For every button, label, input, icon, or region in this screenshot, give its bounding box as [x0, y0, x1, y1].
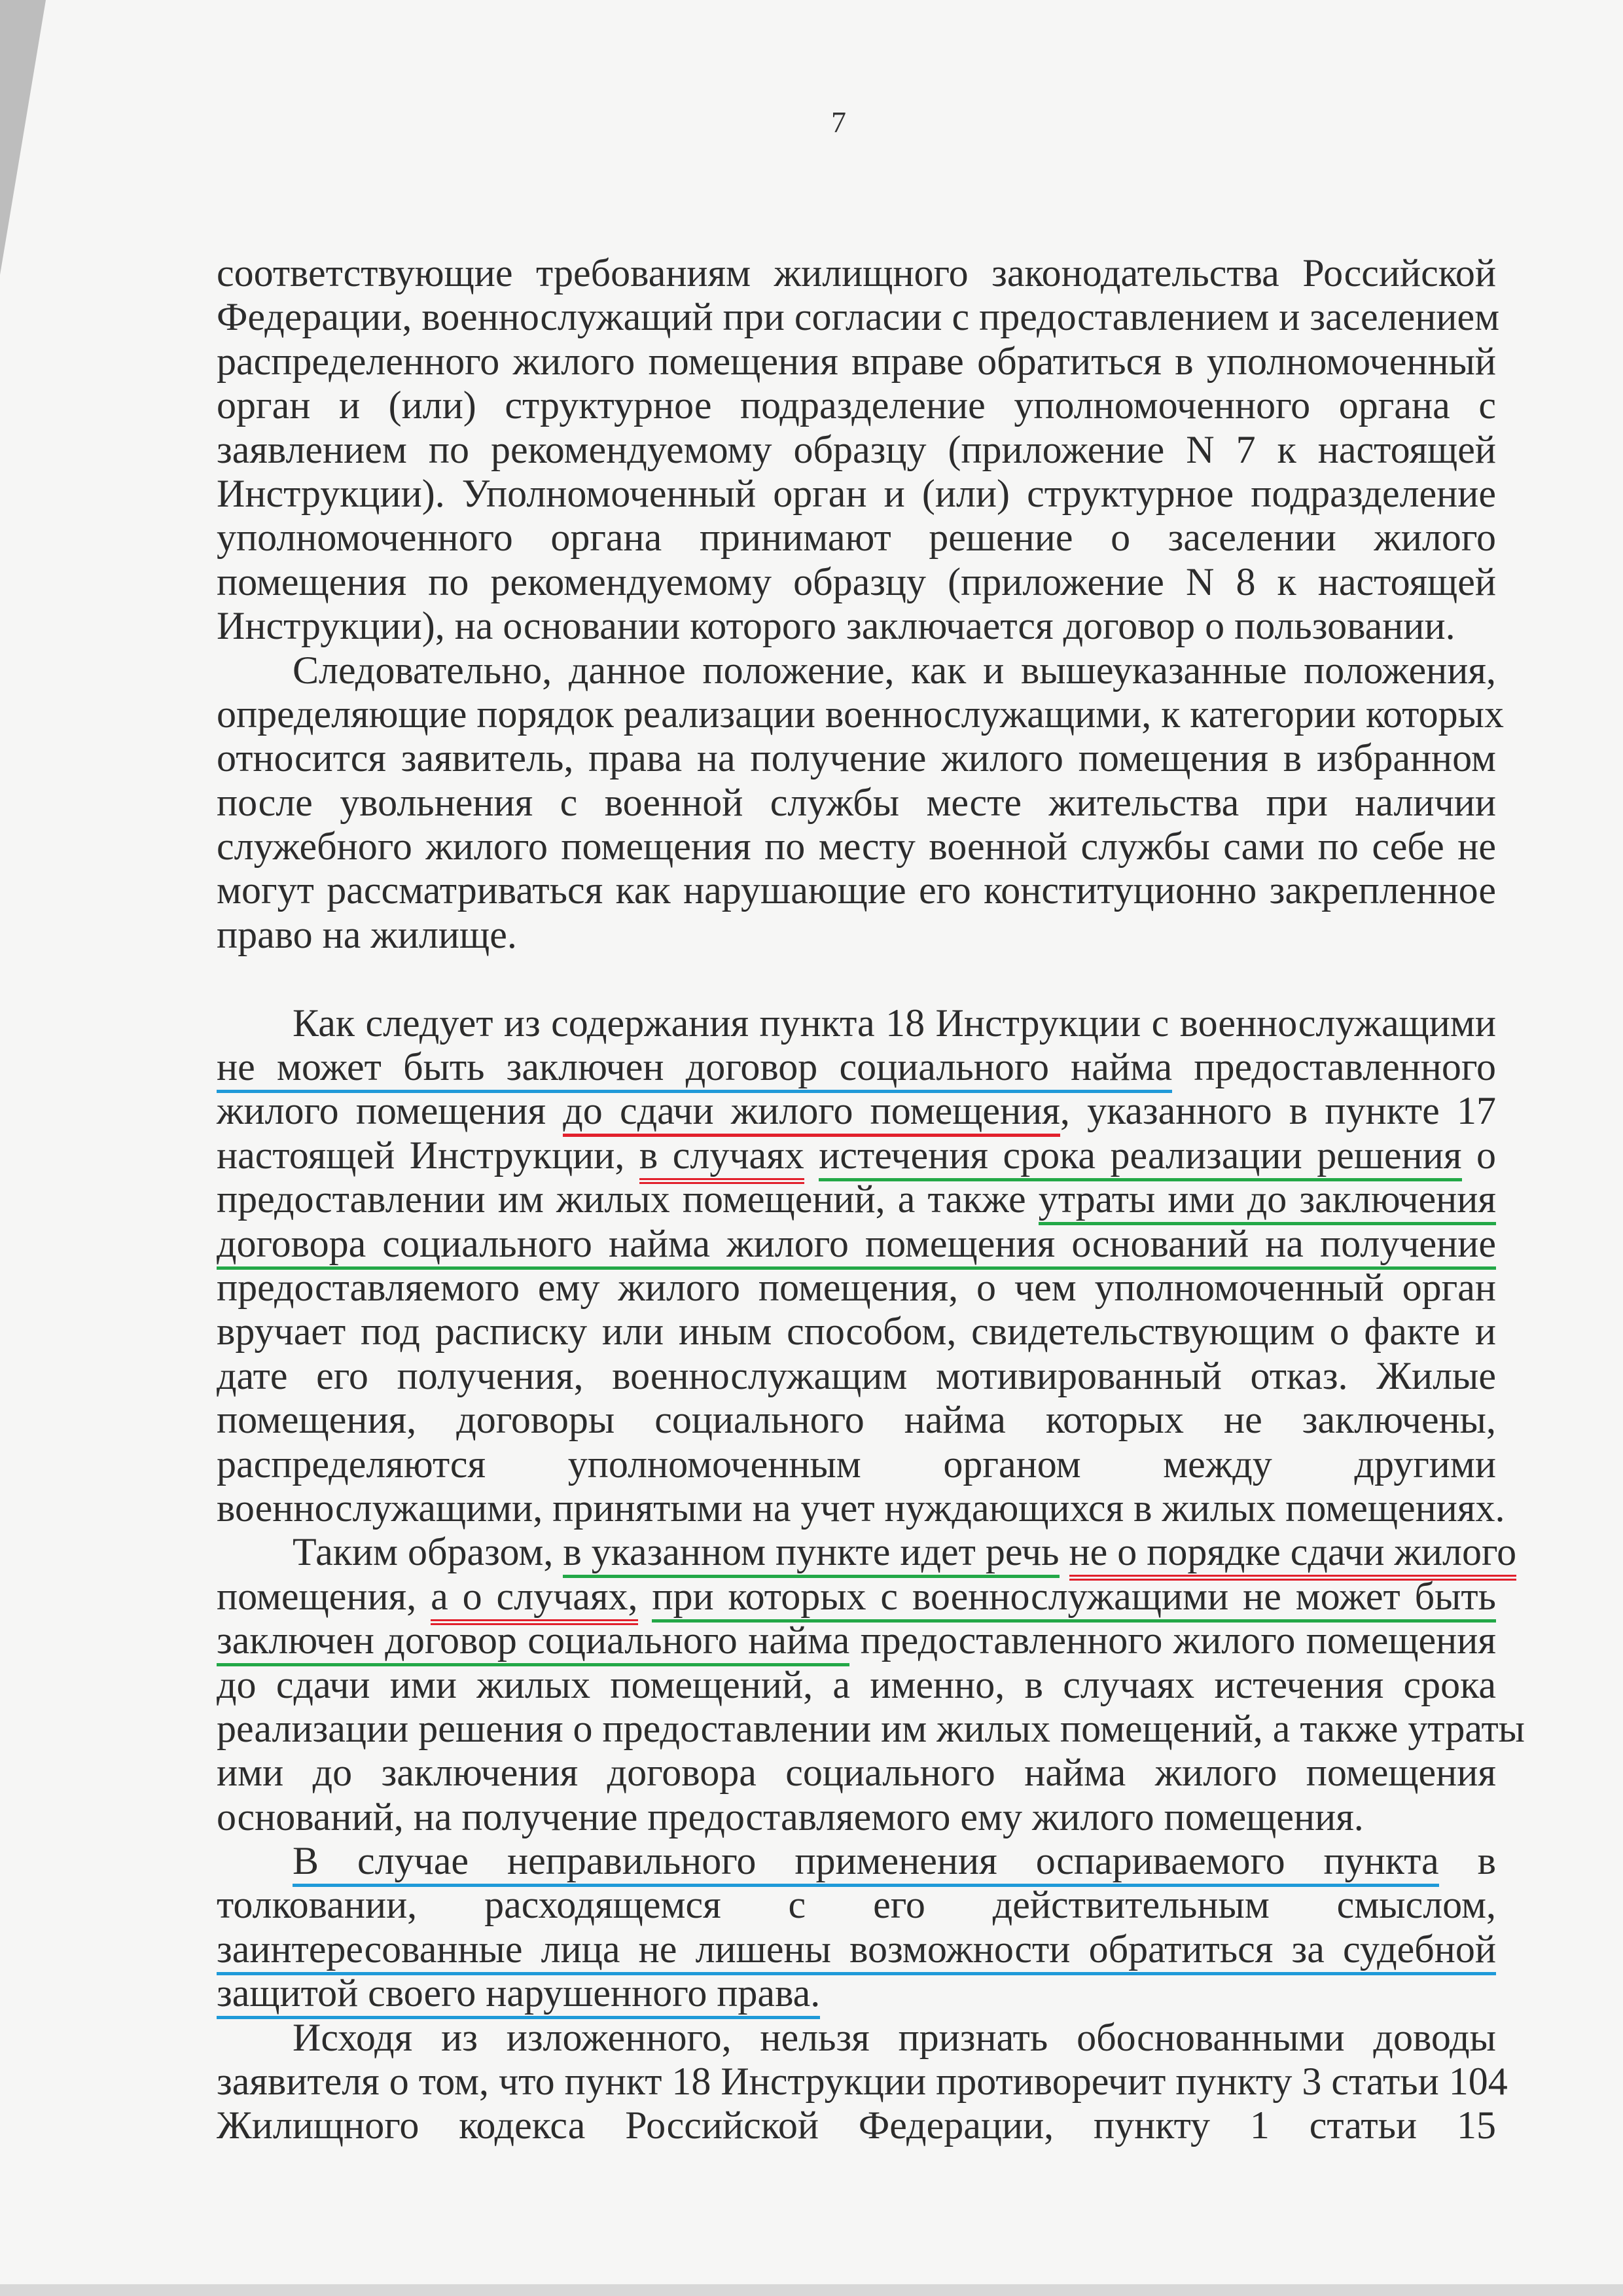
paragraph-gap	[217, 957, 1496, 1001]
text-run: относится заявитель, права на получение жилого помещения в избранном	[217, 736, 1496, 780]
text-run: оснований, на получение предоставляемого ему жилого помещения.	[217, 1795, 1364, 1839]
text-line	[217, 1310, 1496, 1354]
text-run: после увольнения с военной службы месте жительства при наличии	[217, 780, 1496, 824]
handwritten-underline-green: утраты ими до заключения	[1039, 1177, 1496, 1225]
handwritten-underline-green: истечения срока реализации решения	[819, 1134, 1461, 1181]
text-run: , указанного в пункте 17	[1060, 1089, 1496, 1133]
text-line	[217, 2016, 1496, 2060]
text-run: дате его получения, военнослужащим мотивированный отказ. Жилые	[217, 1354, 1496, 1397]
text-line	[217, 251, 1496, 295]
text-line	[217, 1619, 1496, 1662]
text-run: предоставлении им жилых помещений, а также	[217, 1177, 1039, 1221]
text-run	[804, 1134, 819, 1177]
paragraph	[217, 1839, 1496, 2016]
text-run	[638, 1575, 652, 1618]
text-run: в	[1438, 1839, 1496, 1883]
text-run: распределенного жилого помещения вправе обратиться в уполномоченный	[217, 339, 1496, 383]
text-run: до сдачи ими жилых помещений, а именно, в случаях истечения срока	[217, 1662, 1496, 1706]
text-run: военнослужащими, принятыми на учет нуждающихся в жилых помещениях.	[217, 1486, 1505, 1530]
handwritten-underline-red: а о случаях,	[431, 1575, 637, 1625]
text-run: заявителя о том, что пункт 18 Инструкции противоречит пункту 3 статьи 104	[217, 2060, 1508, 2104]
text-line	[217, 1971, 1496, 2015]
text-run: служебного жилого помещения по месту военной службы сами по себе не	[217, 825, 1496, 869]
text-line	[217, 1751, 1496, 1795]
text-line	[217, 1134, 1496, 1177]
text-run: определяющие порядок реализации военнослужащими, к категории которых	[217, 692, 1504, 736]
text-run: уполномоченного органа принимают решение о заселении жилого	[217, 516, 1496, 560]
paragraph	[217, 648, 1504, 958]
text-line	[217, 1663, 1496, 1707]
text-run: реализации решения о предоставлении им жилых помещений, а также утраты	[217, 1706, 1525, 1750]
text-run: помещения по рекомендуемому образцу (приложение N 8 к настоящей	[217, 560, 1496, 603]
text-run: Инструкции), на основании которого заключается договор о пользовании.	[217, 604, 1455, 648]
handwritten-underline-red: не о порядке сдачи жилого	[1069, 1530, 1517, 1581]
document-body	[217, 251, 1525, 2148]
text-line	[217, 1486, 1505, 1530]
paragraph	[217, 2015, 1508, 2148]
text-line	[217, 869, 1496, 912]
paragraph	[217, 1001, 1505, 1531]
text-line	[217, 913, 1496, 957]
text-run: предоставленного	[1172, 1045, 1497, 1089]
text-run: предоставляемого ему жилого помещения, о чем уполномоченный орган	[217, 1265, 1496, 1309]
text-run: распределяются уполномоченным органом между другими	[217, 1442, 1496, 1486]
text-line	[217, 692, 1504, 736]
page-number: 7	[831, 105, 846, 139]
handwritten-underline-green: договора социального найма жилого помещения оснований на получение	[217, 1222, 1496, 1270]
text-run: право на жилище.	[217, 912, 517, 956]
handwritten-underline-green: в указанном пункте идет речь	[563, 1530, 1059, 1578]
text-line	[217, 1045, 1496, 1089]
text-line	[217, 2060, 1508, 2104]
text-run: вручает под расписку или иным способом, свидетельствующим о факте и	[217, 1310, 1496, 1354]
text-line	[217, 340, 1496, 384]
text-run	[1060, 1530, 1069, 1573]
handwritten-underline-blue: не может быть заключен договор социального найма	[217, 1045, 1172, 1093]
text-run: Исходя из изложенного, нельзя признать обоснованными доводы	[293, 2015, 1496, 2059]
handwritten-underline-red: в случаях	[639, 1134, 804, 1184]
text-run: толковании, расходящемся с его действительным смыслом,	[217, 1883, 1496, 1927]
text-line	[217, 604, 1496, 648]
text-run: заявлением по рекомендуемому образцу (приложение N 7 к настоящей	[217, 427, 1496, 471]
text-run: о	[1461, 1133, 1497, 1177]
text-line	[217, 516, 1496, 560]
handwritten-underline-blue: В случае неправильного применения оспариваемого пункта	[293, 1839, 1439, 1887]
text-line	[217, 472, 1496, 516]
text-run: жилого помещения	[217, 1089, 563, 1133]
text-run: Следовательно, данное положение, как и вышеуказанные положения,	[293, 648, 1496, 692]
handwritten-underline-blue: защитой своего нарушенного права.	[217, 1971, 820, 2019]
text-run: помещения, договоры социального найма которых не заключены,	[217, 1398, 1496, 1442]
text-line	[217, 1839, 1496, 1883]
text-run: Федерации, военнослужащий при согласии с предоставлением и заселением	[217, 295, 1500, 339]
text-line	[217, 1222, 1496, 1266]
text-run: орган и (или) структурное подразделение уполномоченного органа с	[217, 384, 1496, 427]
text-line	[217, 1443, 1496, 1486]
text-run: Инструкции). Уполномоченный орган и (или) структурное подразделение	[217, 471, 1496, 515]
text-run: Жилищного кодекса Российской Федерации, пункту 1 статьи 15	[217, 2104, 1496, 2147]
text-line	[217, 1706, 1525, 1751]
text-run: настоящей Инструкции,	[217, 1133, 639, 1177]
text-line	[217, 2104, 1496, 2147]
text-run: предоставленного жилого помещения	[849, 1619, 1496, 1662]
text-line	[217, 1530, 1517, 1574]
scan-edge-shadow	[0, 0, 46, 275]
text-line	[217, 1928, 1496, 1971]
text-line	[217, 649, 1496, 692]
text-line	[217, 1177, 1496, 1221]
text-run: ими до заключения договора социального найма жилого помещения	[217, 1751, 1496, 1795]
text-line	[217, 1883, 1496, 1927]
text-run: Как следует из содержания пункта 18 Инструкции с военнослужащими	[293, 1001, 1496, 1045]
text-run: соответствующие требованиям жилищного законодательства Российской	[217, 251, 1496, 295]
handwritten-underline-green: при которых с военнослужащими не может быть	[652, 1575, 1496, 1623]
text-line	[217, 1266, 1496, 1310]
paragraph	[217, 251, 1500, 649]
paragraph	[217, 1530, 1525, 1839]
text-line	[217, 428, 1496, 472]
text-line	[217, 384, 1496, 427]
text-line	[217, 736, 1496, 780]
text-line	[217, 295, 1500, 339]
text-line	[217, 781, 1496, 825]
text-line	[217, 1089, 1496, 1133]
scan-bottom-edge	[0, 2284, 1623, 2296]
text-run: могут рассматриваться как нарушающие его конституционно закрепленное	[217, 869, 1496, 912]
handwritten-underline-blue: заинтересованные лица не лишены возможности обратиться за судебной	[217, 1928, 1496, 1975]
handwritten-underline-green: заключен договор социального найма	[217, 1619, 849, 1666]
text-line	[217, 1398, 1496, 1442]
text-run: помещения,	[217, 1574, 431, 1618]
text-line	[217, 1575, 1496, 1619]
text-line	[217, 825, 1496, 869]
handwritten-underline-red: до сдачи жилого помещения	[563, 1089, 1060, 1137]
text-line	[217, 560, 1496, 604]
text-run: Таким образом,	[293, 1530, 563, 1574]
text-line	[217, 1354, 1496, 1398]
text-line	[217, 1001, 1496, 1045]
text-line	[217, 1795, 1496, 1839]
